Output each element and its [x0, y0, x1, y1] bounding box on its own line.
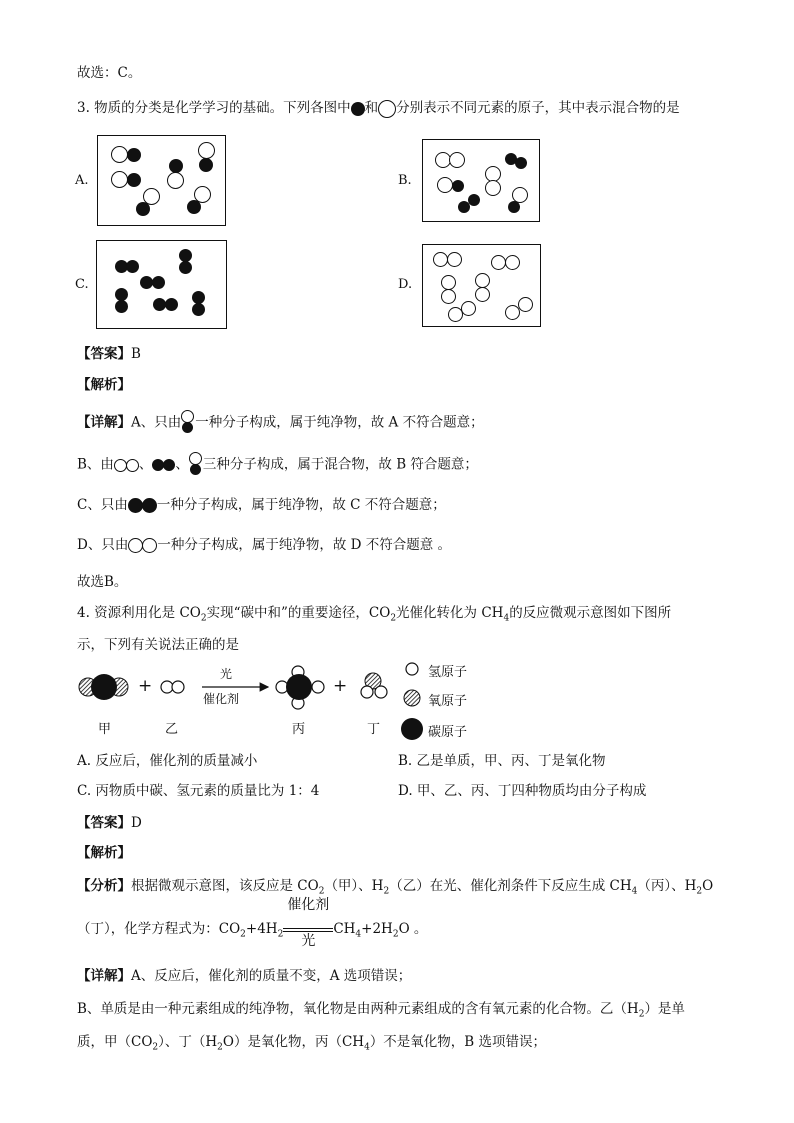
option-a-label: A. [75, 173, 89, 188]
question-3-stem: 3. 物质的分类是化学学习的基础。下列各图中 和 分别表示不同元素的原子，其中表示混合物的是 [77, 100, 680, 116]
black-atom [165, 298, 178, 311]
explain-d: D、只由 一种分子构成，属于纯净物，故 D 不符合题意 。 [77, 537, 452, 553]
white-atom-icon [378, 100, 396, 118]
label-bing: 丙 [292, 722, 306, 737]
black-atom [179, 261, 192, 274]
option-b-label: B. [398, 173, 412, 188]
molecule-yi [161, 681, 184, 693]
arrow-label-bottom: 催化剂 [203, 692, 240, 706]
answer-3: 【答案】B [77, 346, 141, 362]
black-atom [169, 159, 183, 173]
white-atom-icon [142, 538, 157, 553]
legend-carbon-label: 碳原子 [428, 725, 468, 740]
black-atom [199, 158, 213, 172]
option-d-box [422, 244, 541, 327]
answer-conclusion-3: 故选B。 [77, 574, 128, 590]
black-atom [515, 157, 527, 169]
explain-a: 【详解】A、只由 一种分子构成，属于纯净物，故 A 不符合题意； [77, 412, 484, 434]
molecule-mixed-icon [189, 454, 203, 476]
analysis-line1: 【分析】根据微观示意图，该反应是 $CO_2$（甲）、$H_2$（乙）在光、催化剂条件下反应生成 $CH_4$（丙）、$H_2O$ [77, 878, 714, 897]
white-atom [505, 255, 520, 270]
white-atom [475, 287, 490, 302]
legend-oxygen-label: 氧原子 [428, 694, 468, 709]
legend-hydrogen-icon [406, 663, 418, 675]
white-atom [111, 171, 128, 188]
option-a-box [97, 135, 226, 226]
white-atom [441, 275, 456, 290]
white-atom [441, 289, 456, 304]
white-atom-icon [128, 538, 143, 553]
arrow-label-top: 光 [220, 667, 233, 681]
legend-carbon-icon [401, 718, 423, 740]
question-4-stem-line2: 示，下列有关说法正确的是 [77, 637, 239, 653]
black-atom [508, 201, 520, 213]
plus-sign-2: + [333, 676, 348, 696]
white-atom [461, 301, 476, 316]
molecule-ding [361, 673, 387, 698]
q4-option-a: A. 反应后，催化剂的质量减小 [77, 753, 258, 769]
white-atom [437, 177, 453, 193]
q4-option-c: C. 丙物质中碳、氢元素的质量比为 1：4 [77, 783, 320, 799]
legend-oxygen-icon [404, 690, 420, 706]
white-atom [518, 297, 533, 312]
black-atom [152, 276, 165, 289]
option-c-box [96, 240, 227, 329]
black-atom-icon [163, 459, 175, 471]
option-b-box [422, 139, 540, 222]
answer-4: 【答案】D [77, 815, 142, 831]
reaction-svg [70, 660, 490, 740]
explain4-b-line2: 质，甲$(CO_2)$、丁$(H_2O)$是氧化物，丙$(CH_4)$不是氧化物，B 选项错误； [77, 1034, 547, 1053]
label-jia: 甲 [98, 722, 112, 737]
jiexi-4-heading: 【解析】 [77, 845, 131, 861]
analysis-equation-line: （丁），化学方程式为：$CO_2+4H_2$ $\frac{\text{催化剂}}{\text{光}}$ $CH_4+2H_2O$ 。 [77, 907, 427, 951]
white-atom-icon [114, 459, 127, 472]
white-atom [475, 273, 490, 288]
black-atom [127, 173, 141, 187]
explain4-b-line1: B、单质是由一种元素组成的纯净物，氧化物是由两种元素组成的含有氧元素的化合物。乙$(H_2)$是单 [77, 1001, 685, 1020]
option-c-label: C. [75, 277, 89, 292]
white-atom [198, 142, 215, 159]
black-atom [127, 148, 141, 162]
black-atom [126, 260, 139, 273]
black-atom [187, 200, 201, 214]
black-atom [136, 202, 150, 216]
white-atom [491, 255, 506, 270]
question-4-stem-line1: 4. 资源利用化是 $CO_2$实现“碳中和”的重要途径，$CO_2$光催化转化为 $CH_4$的反应微观示意图如下图所 [77, 605, 672, 624]
legend-hydrogen-label: 氢原子 [428, 665, 468, 680]
black-atom-icon [142, 498, 157, 513]
black-atom [452, 180, 464, 192]
jiexi-3-heading: 【解析】 [77, 377, 131, 393]
reaction-diagram [70, 660, 490, 740]
explain-b: B、由 、 、 三种分子构成，属于混合物，故 B 符合题意； [77, 454, 478, 476]
white-atom [449, 152, 465, 168]
black-atom [192, 303, 205, 316]
q4-option-b: B. 乙是单质，甲、丙、丁是氧化物 [398, 753, 606, 769]
white-atom [447, 252, 462, 267]
black-atom [115, 300, 128, 313]
black-atom-icon [128, 498, 143, 513]
black-atom [468, 194, 480, 206]
answer-conclusion-prev: 故选：C。 [77, 65, 142, 81]
white-atom [433, 252, 448, 267]
white-atom [485, 180, 501, 196]
molecule-a-icon [181, 412, 195, 434]
black-atom-icon [351, 102, 365, 116]
label-yi: 乙 [165, 722, 179, 737]
explain-c: C、只由 一种分子构成，属于纯净物，故 C 不符合题意； [77, 497, 446, 513]
equation-condition: $\frac{\text{催化剂}}{\text{光}}$ [283, 908, 333, 952]
explain4-a: 【详解】A、反应后，催化剂的质量不变，A 选项错误； [77, 968, 412, 984]
molecule-jia [79, 674, 128, 700]
q4-option-d: D. 甲、乙、丙、丁四种物质均由分子构成 [398, 783, 647, 799]
white-atom [111, 146, 128, 163]
molecule-bing [276, 666, 324, 709]
option-d-label: D. [398, 277, 413, 292]
label-ding: 丁 [367, 722, 381, 737]
white-atom [167, 172, 184, 189]
plus-sign-1: + [138, 676, 153, 696]
white-atom-icon [126, 459, 139, 472]
